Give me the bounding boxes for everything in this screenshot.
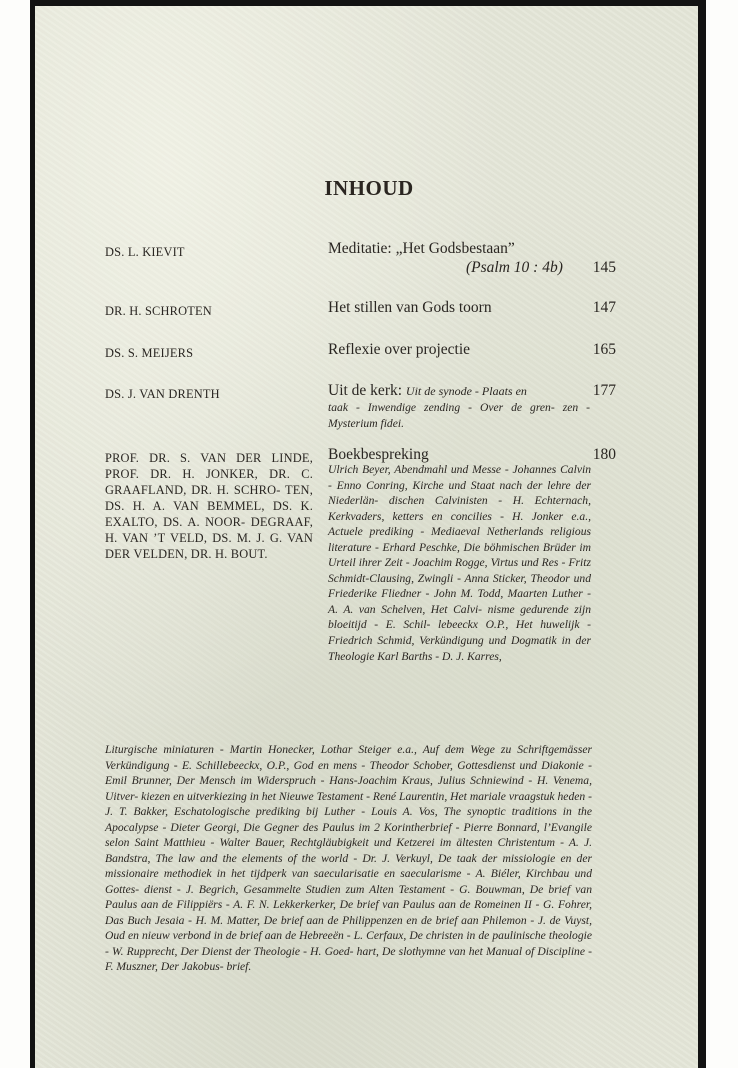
entry-title-topics: Uit de synode - Plaats en [405,384,527,398]
entry-title [328,382,527,400]
entry-title: Reflexie over projectie [328,341,471,358]
entry-page-number: 165 [592,341,616,358]
entry-subjects: taak - Inwendige zending - Over de gren- zen - Mysterium fidei. [328,401,590,430]
entry-title [328,240,515,258]
entry-title: Het stillen van Gods toorn [328,299,492,316]
entry-author: DR. H. SCHROTEN [105,304,212,318]
entry-title-rest: „Het Godsbestaan” [395,240,515,257]
entry-title-prefix: Meditatie: [328,240,396,257]
review-page-number: 180 [592,446,616,463]
entry-page-number: 145 [592,259,616,276]
review-column-text: Ulrich Beyer, Abendmahl und Messe - Johannes Calvin - Enno Conring, Kirche und Staat nach der lehre der Niederlän- dischen Calvinisten - H. Echternach, Kerkvaders, ketters en concilies - H. Jonker e.a., Actuele prediking - Mediaeval Netherlands religious literature - Erhard Peschke, Die böhmischen Brüder im Urteil ihrer Zeit - Joachim Rogge, Virtus und Res - Fritz Schmidt-Clausing, Zwingli - Anna Sticker, Theodor und Friederike Fliedner - John M. Todd, Maarten Luther - A. A. van Schelven, Het Calvi- nisme gedurende zijn bloeitijd - E. Schil- lebeeckx O.P., Het huwelijk - Friedrich Schmid, Verkündigung und Dogmatik in der Theologie Karl Barths - D. J. Karres, [328,463,591,663]
entry-title-prefix: Uit de kerk: [328,382,406,399]
entry-page-number: 147 [592,299,616,316]
scan-border-right [698,0,706,1068]
review-title: Boekbespreking [328,446,429,463]
entry-subtitle: (Psalm 10 : 4b) [466,259,563,276]
entry-author: DS. S. MEIJERS [105,346,194,360]
review-wide-text: Liturgische miniaturen - Martin Honecker, Lothar Steiger e.a., Auf dem Wege zu Schriftgemässer Verkündigung - E. Schillebeeckx, O.P., God en mens - Theodor Schober, Gottesdienst und Diakonie - Emil Brunner, Der Mensch im Widerspruch - Hans-Joachim Kraus, Julius Schniewind - H. Venema, Uitver- kiezen en uitverkiezing in het Nieuwe Testament - René Laurentin, Het mariale vraagstuk heden - J. T. Bakker, Eschatologische prediking bij Luther - Louis A. Vos, The synoptic traditions in the Apocalypse - Dieter Georgi, Die Gegner des Paulus im 2 Korintherbrief - Pierre Bonnard, l’Evangile selon Saint Matthieu - Walter Bauer, Rechtgläubigkeit und Ketzerei im ältesten Christentum - A. J. Bandstra, The law and the elements of the world - Dr. J. Verkuyl, De taak der missiologie en der missionaire methodiek in het tijdperk van saecularisatie en saecularisme - A. Biéler, Kirchbau und Gottes- dienst - J. Begrich, Gesammelte Studien zum Alten Testament - G. Bouwman, De brief van Paulus aan de Filippiërs - A. F. N. Lekkerkerker, De brief van Paulus aan de Romeinen II - G. Fohrer, Das Buch Jesaia - H. M. Matter, De brief aan de Philippenzen en de brief aan Philemon - J. de Vuyst, Oud en nieuw verbond in de brief aan de Hebreeën - L. Cerfaux, De christen in de paulinische theologie - W. Rupprecht, Der Dienst der Theologie - H. Goed- hart, De slothymne van het Manual of Discipline - F. Muszner, Der Jakobus- brief. [105,743,592,973]
page-title: INHOUD [324,176,414,200]
entry-author: DS. L. KIEVIT [105,245,185,259]
entry-author: DS. J. VAN DRENTH [105,387,220,401]
entry-page-number: 177 [592,382,616,399]
review-authors: PROF. DR. S. VAN DER LINDE, PROF. DR. H. JONKER, DR. C. GRAAFLAND, DR. H. SCHRO- TEN, DS. H. A. VAN BEMMEL, DS. K. EXALTO, DS. A. NOOR- DEGRAAF, H. VAN ’T VELD, DS. M. J. G. VAN DER VELDEN, DR. H. BOUT. [105,451,313,561]
